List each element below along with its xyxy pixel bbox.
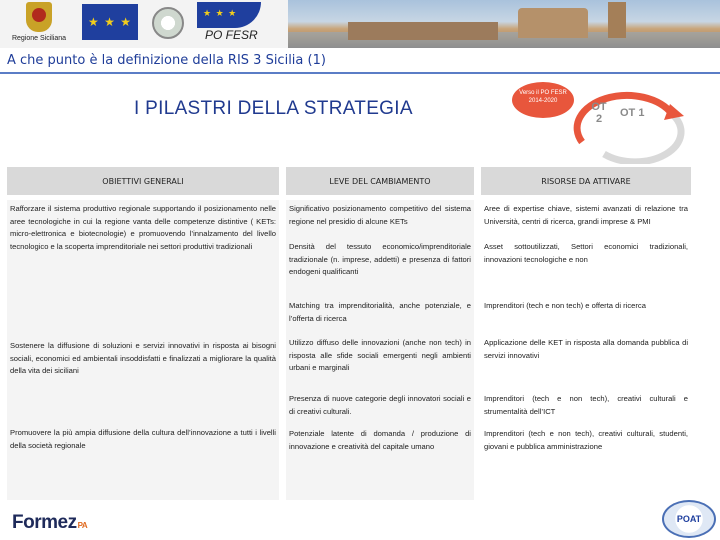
lever-1: Significativo posizionamento competitivo del sistema regione nel presidio di alcune KETs — [286, 200, 474, 234]
formez-label: Formez — [12, 512, 77, 533]
ot-diagram — [494, 74, 694, 164]
objective-3: Promuovere la più ampia diffusione della cultura dell’innovazione a tutti i livelli della società regionale — [10, 428, 276, 450]
formez-pa-logo — [12, 512, 87, 534]
resource-4: Applicazione delle KET in risposta alla domanda pubblica di servizi innovativi — [481, 334, 691, 386]
resource-2: Asset sottoutilizzati, Settori economici tradizionali, innovazioni tecnologiche e non — [481, 238, 691, 292]
photo-building — [348, 22, 498, 40]
lever-4: Utilizzo diffuso delle innovazioni (anche non tech) in risposta alle sfide sociali emergenti negli ambienti urbani e marginali — [286, 334, 474, 386]
resource-3: Imprenditori (tech e non tech) e offerta di ricerca — [481, 297, 691, 330]
resource-1: Aree di expertise chiave, sistemi avanzati di relazione tra Università, centri di ricerca, grandi imprese & PMI — [481, 200, 691, 234]
regione-siciliana-label: Regione Siciliana — [11, 35, 67, 42]
ot2-label: OT 2 — [591, 101, 607, 125]
fesr-flag-icon: ★ ★ ★ — [197, 2, 261, 28]
objective-1: Rafforzare il sistema produttivo regionale supportando il posizionamento nelle aree tecnologiche in cui la regione vanta delle competenze distintive ( KETs: micro-elettronica e biotecnologie) e promuovendo l’innalzamento del livello tecnologico e la scoperta imprenditoriale nei settori produttivi tradizionali — [10, 204, 276, 251]
header-risorse: RISORSE DA ATTIVARE — [481, 167, 691, 195]
photo-tower — [608, 2, 626, 38]
italian-republic-emblem — [148, 2, 188, 44]
lever-2: Densità del tessuto economico/imprenditoriale tradizionale (n. imprese, addetti) e presenza di fattori endogeni qualificanti — [286, 238, 474, 292]
formez-pa-label: PA — [77, 521, 88, 530]
po-fesr-logo — [195, 2, 283, 46]
slide-title: I PILASTRI DELLA STRATEGIA — [134, 98, 413, 119]
italy-emblem-icon — [152, 7, 184, 39]
resource-5: Imprenditori (tech e non tech), creativi culturali e strumentalità dell’ICT — [481, 390, 691, 421]
poat-logo: POAT — [662, 500, 716, 538]
resource-6: Imprenditori (tech e non tech), creativi culturali, studenti, giovani e pubblica amministrazione — [481, 425, 691, 461]
header-leve: LEVE DEL CAMBIAMENTO — [286, 167, 474, 195]
lever-5: Presenza di nuove categorie degli innovatori sociali e di creativi culturali. — [286, 390, 474, 421]
slide-subtitle: A che punto è la definizione della RIS 3 Sicilia (1) — [7, 53, 326, 68]
header-banner — [0, 0, 720, 48]
po-fesr-label: PO FESR — [205, 28, 258, 42]
eu-flag-logo: ★ ★ ★ — [82, 4, 138, 40]
ot1-label: OT 1 — [620, 107, 645, 119]
header-obiettivi: OBIETTIVI GENERALI — [7, 167, 279, 195]
ot-badge: Verso il PO FESR 2014-2020 — [512, 82, 574, 118]
lever-6: Potenziale latente di domanda / produzione di innovazione e creatività del capitale umano — [286, 425, 474, 461]
lever-3: Matching tra imprenditorialità, anche potenziale, e l’offerta di ricerca — [286, 297, 474, 330]
regione-siciliana-logo — [4, 2, 74, 46]
objective-2: Sostenere la diffusione di soluzioni e servizi innovativi in risposta ai bisogni sociali, economici ed ambientali insoddisfatti e finalizzati a migliorare la qualità della vita dei siciliani — [10, 341, 276, 376]
landscape-photo — [288, 0, 720, 48]
sicily-coat-of-arms-icon — [26, 2, 52, 32]
photo-cathedral — [518, 8, 588, 38]
